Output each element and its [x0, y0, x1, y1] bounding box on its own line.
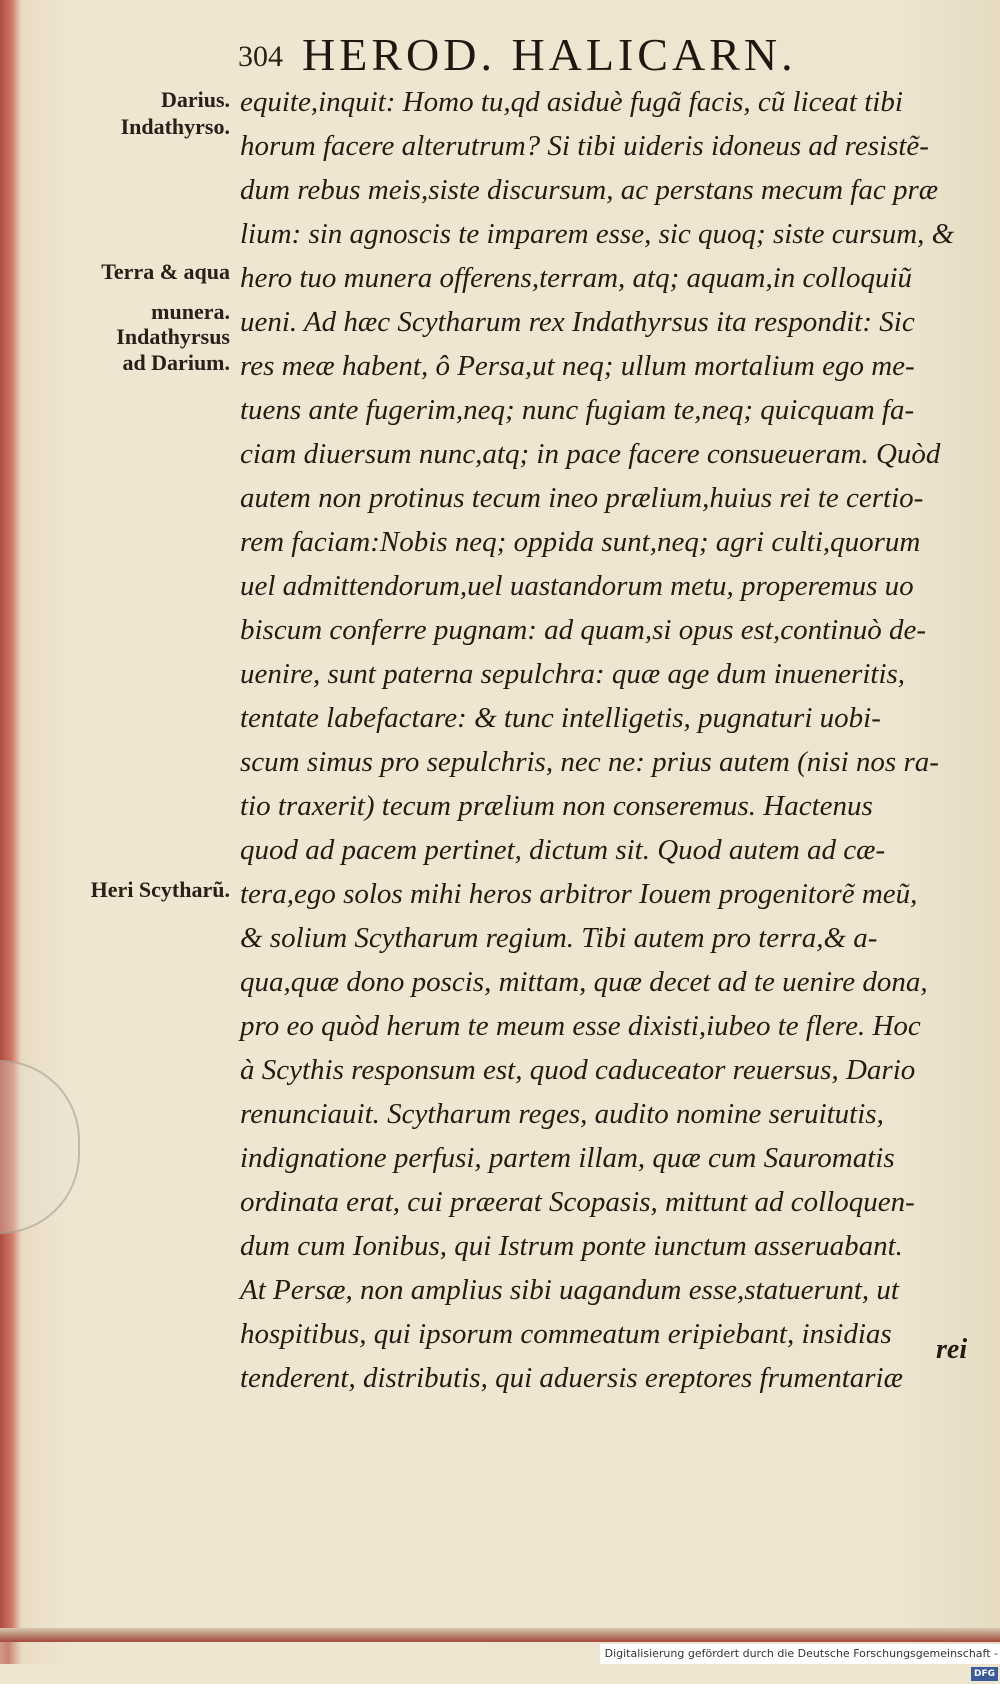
text-line: dum cum Ionibus, qui Istrum ponte iunctum asseruabant. [240, 1230, 903, 1262]
text-line: lium: sin agnoscis te imparem esse, sic quoq; siste cursum, & [240, 218, 955, 250]
margin-note: Indathyrsus [116, 324, 230, 349]
text-line: qua,quæ dono poscis, mittam, quæ decet ad te uenire dona, [240, 966, 928, 998]
dfg-logo-icon: DFG [971, 1667, 998, 1681]
text-line: autem non protinus tecum ineo prælium,huius rei te certio- [240, 482, 924, 514]
text-line: hero tuo munera offerens,terram, atq; aquam,in colloquiũ [240, 262, 913, 294]
page-bottom-edge [0, 1628, 1000, 1642]
margin-note: ad Darium. [122, 350, 230, 375]
text-line: quod ad pacem pertinet, dictum sit. Quod autem ad cæ- [240, 834, 886, 866]
text-line: indignatione perfusi, partem illam, quæ cum Sauromatis [240, 1142, 895, 1174]
text-line: uenire, sunt paterna sepulchra: quæ age dum inueneritis, [240, 658, 906, 690]
text-line: ueni. Ad hæc Scytharum rex Indathyrsus ita respondit: Sic [240, 306, 915, 338]
digitization-credit [600, 1644, 1000, 1679]
text-line: tera,ego solos mihi heros arbitror Iouem progenitorẽ meũ, [240, 878, 918, 910]
margin-note: munera. [151, 299, 230, 324]
text-line: res meæ habent, ô Persa,ut neq; ullum mortalium ego me- [240, 350, 915, 382]
text-line: rem faciam:Nobis neq; oppida sunt,neq; agri culti,quorum [240, 526, 921, 558]
text-line: tuens ante fugerim,neq; nunc fugiam te,neq; quicquam fa- [240, 394, 915, 426]
page-red-edge [0, 0, 20, 1640]
text-line: At Persæ, non amplius sibi uagandum esse,statuerunt, ut [240, 1274, 899, 1306]
text-line: ordinata erat, cui præerat Scopasis, mittunt ad colloquen- [240, 1186, 915, 1218]
text-line: biscum conferre pugnam: ad quam,si opus est,continuò de- [240, 614, 926, 646]
page-clip [0, 1060, 80, 1234]
margin-note: Indathyrso. [120, 114, 230, 139]
margin-note: Heri Scytharũ. [90, 877, 230, 902]
text-line: à Scythis responsum est, quod caduceator reuersus, Dario [240, 1054, 916, 1086]
page-header [238, 26, 918, 86]
text-line: equite,inquit: Homo tu,qd asiduè fugã facis, cũ liceat tibi [240, 86, 903, 118]
text-line: & solium Scytharum regium. Tibi autem pro terra,& a- [240, 922, 878, 954]
text-line: renunciauit. Scytharum reges, audito nomine seruitutis, [240, 1098, 884, 1130]
credit-text: Digitalisierung gefördert durch die Deutsche Forschungsgemeinschaft - [604, 1647, 998, 1660]
text-line: tenderent, distributis, qui aduersis ereptores frumentariæ [240, 1362, 903, 1394]
text-line: tentate labefactare: & tunc intelligetis, pugnaturi uobi- [240, 702, 881, 734]
margin-note: Terra & aqua [101, 259, 230, 284]
text-line: tio traxerit) tecum prælium non conseremus. Hactenus [240, 790, 873, 822]
running-title: HEROD. HALICARN. [302, 29, 797, 80]
page-number: 304 [238, 40, 283, 73]
text-line: uel admittendorum,uel uastandorum metu, properemus uo [240, 570, 914, 602]
text-line: horum facere alterutrum? Si tibi uideris idoneus ad resistẽ- [240, 130, 929, 162]
text-line: ciam diuersum nunc,atq; in pace facere consueueram. Quòd [240, 438, 941, 470]
text-line: dum rebus meis,siste discursum, ac perstans mecum fac præ [240, 174, 939, 206]
text-line: hospitibus, qui ipsorum commeatum eripiebant, insidias [240, 1318, 892, 1350]
catchword: rei [936, 1334, 968, 1365]
text-line: pro eo quòd herum te meum esse dixisti,iubeo te flere. Hoc [240, 1010, 921, 1042]
text-line: scum simus pro sepulchris, nec ne: prius autem (nisi nos ra- [240, 746, 939, 778]
margin-note: Darius. [160, 87, 230, 112]
